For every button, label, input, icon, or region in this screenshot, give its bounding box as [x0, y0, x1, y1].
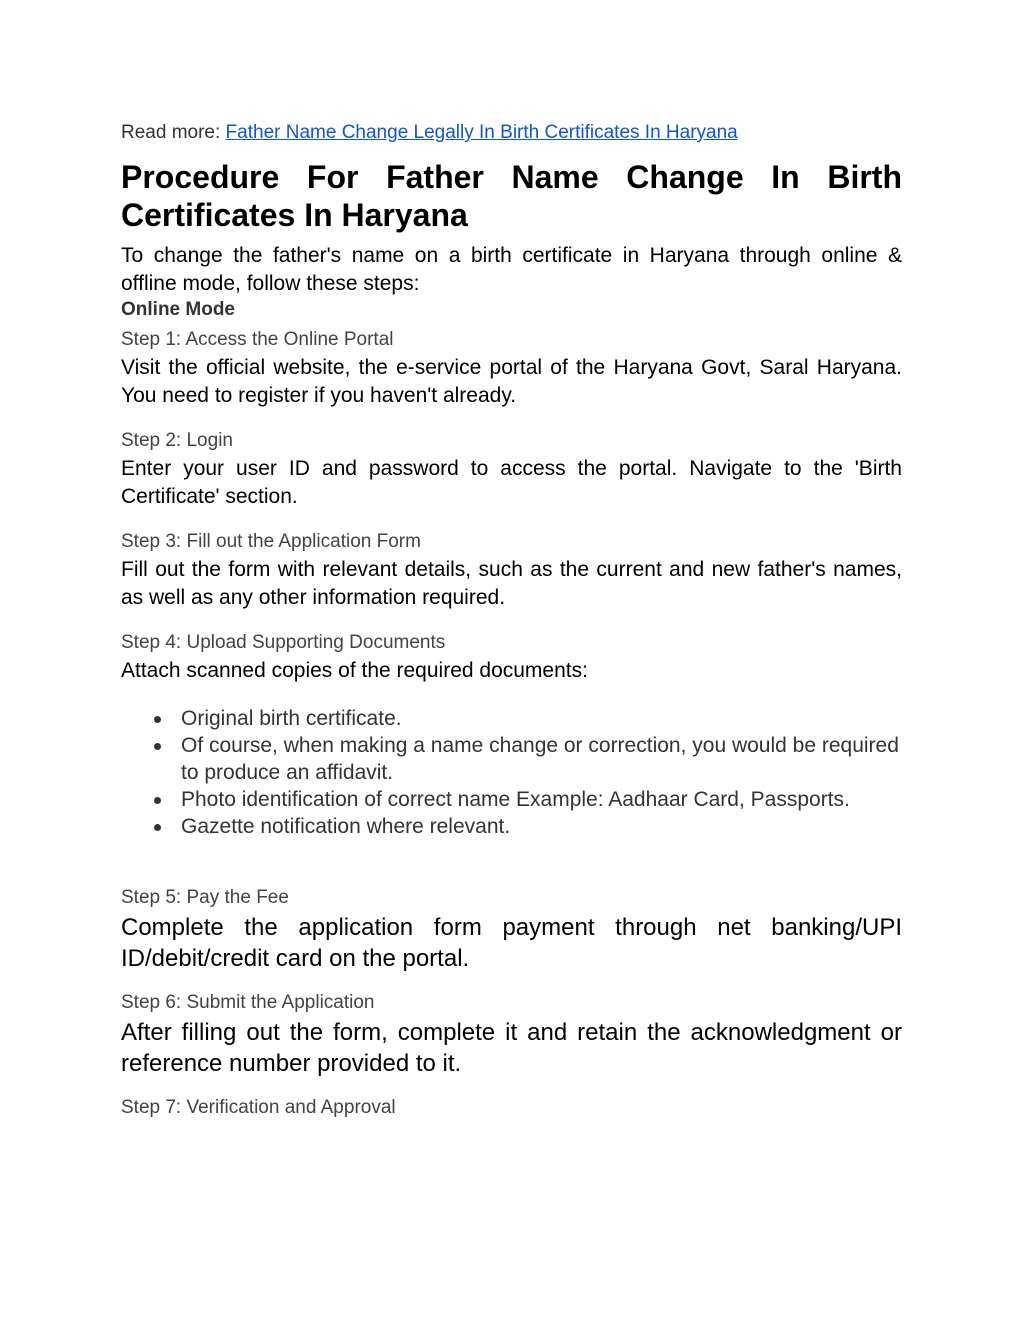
step-1-heading: Step 1: Access the Online Portal — [121, 329, 394, 350]
list-item — [181, 786, 902, 813]
step-6-heading: Step 6: Submit the Application — [121, 992, 375, 1013]
list-item-text: Of course, when making a name change or correction, you would be required to produce an affidavit. — [181, 734, 899, 784]
bullet-icon — [154, 824, 161, 831]
page-title: Procedure For Father Name Change In Birth Certificates In Haryana — [121, 159, 902, 233]
intro-paragraph: To change the father's name on a birth certificate in Haryana through online & offline mode, follow these steps: — [121, 244, 902, 295]
list-item — [181, 813, 902, 840]
online-mode-heading: Online Mode — [121, 299, 235, 320]
step-5-body: Complete the application form payment through net banking/UPI ID/debit/credit card on the portal. — [121, 914, 902, 972]
step-2-body: Enter your user ID and password to access the portal. Navigate to the 'Birth Certificate' section. — [121, 457, 902, 508]
step-6-body: After filling out the form, complete it and retain the acknowledgment or reference number provided to it. — [121, 1019, 902, 1077]
step-7-heading: Step 7: Verification and Approval — [121, 1097, 396, 1118]
list-item — [181, 705, 902, 732]
step-4-body: Attach scanned copies of the required documents: — [121, 659, 588, 682]
required-documents-list — [121, 705, 902, 840]
list-item-text: Gazette notification where relevant. — [181, 815, 511, 838]
list-item-text: Photo identification of correct name Example: Aadhaar Card, Passports. — [181, 788, 850, 811]
list-item-text: Original birth certificate. — [181, 707, 402, 730]
bullet-icon — [154, 743, 161, 750]
read-more-prefix: Read more: — [121, 122, 226, 143]
bullet-icon — [154, 716, 161, 723]
read-more-link[interactable]: Father Name Change Legally In Birth Certificates In Haryana — [225, 122, 738, 143]
step-5-heading: Step 5: Pay the Fee — [121, 887, 289, 908]
step-3-heading: Step 3: Fill out the Application Form — [121, 531, 421, 552]
step-4-heading: Step 4: Upload Supporting Documents — [121, 632, 446, 653]
step-2-heading: Step 2: Login — [121, 430, 233, 451]
step-3-body: Fill out the form with relevant details, such as the current and new father's names, as well as any other information required. — [121, 558, 902, 609]
bullet-icon — [154, 797, 161, 804]
step-1-body: Visit the official website, the e-service portal of the Haryana Govt, Saral Haryana. You need to register if you haven't already. — [121, 356, 902, 407]
read-more-line — [121, 118, 902, 148]
document-page — [121, 118, 902, 1120]
list-item — [181, 732, 902, 786]
